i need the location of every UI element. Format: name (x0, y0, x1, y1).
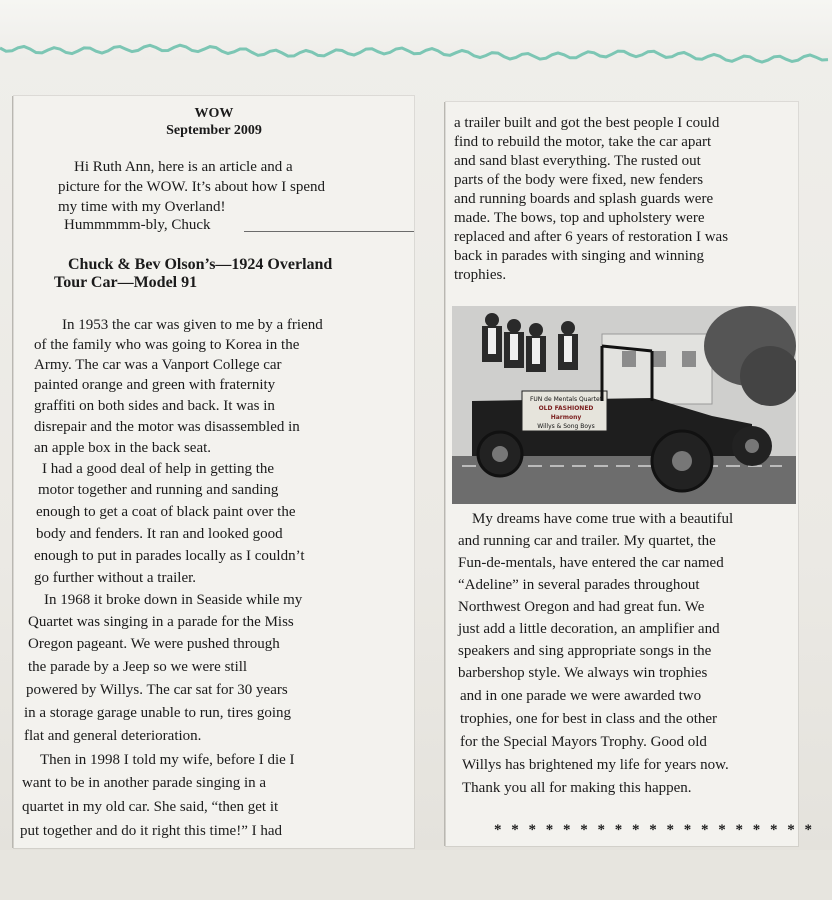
body-line: motor together and running and sanding (38, 482, 279, 498)
newsletter-title: WOW (194, 106, 234, 121)
body-line: and running boards and splash guards were (454, 191, 714, 207)
signature-line: Hummmmm-bly, Chuck (64, 217, 211, 233)
body-line: for the Special Mayors Trophy. Good old (460, 734, 707, 750)
body-line: Quartet was singing in a parade for the Miss (28, 614, 294, 630)
page-bottom-band (0, 850, 832, 900)
body-line: put together and do it right this time!” I had (20, 823, 283, 839)
photo-sign-text: FUN de Mentals Quartet (529, 396, 603, 403)
body-line: enough to get a coat of black paint over the (36, 504, 296, 520)
end-of-article-stars: * * * * * * * * * * * * * * * * * * * (494, 822, 815, 838)
body-line: In 1968 it broke down in Seaside while my (44, 592, 303, 608)
body-line: graffiti on both sides and back. It was in (34, 398, 275, 414)
intro-line: picture for the WOW. It’s about how I spend (58, 179, 326, 195)
left-column (14, 96, 414, 848)
newsletter-date: September 2009 (166, 123, 262, 138)
body-line: back in parades with singing and winning (454, 248, 704, 264)
body-line: parts of the body were fixed, new fenders (454, 172, 704, 188)
body-line: Army. The car was a Vanport College car (34, 357, 282, 373)
body-line: disrepair and the motor was disassembled in (34, 419, 300, 435)
body-line: just add a little decoration, an amplifier and (458, 621, 720, 637)
body-line: a trailer built and got the best people I could (454, 115, 720, 131)
body-line: trophies. (454, 267, 507, 283)
body-line: want to be in another parade singing in a (22, 775, 267, 791)
body-line: Oregon pageant. We were pushed through (28, 636, 280, 652)
body-line: painted orange and green with fraternity (34, 377, 276, 393)
body-line: speakers and sing appropriate songs in the (458, 643, 712, 659)
body-line: of the family who was going to Korea in the (34, 337, 300, 353)
body-line: in a storage garage unable to run, tires going (24, 705, 291, 721)
body-line: Willys has brightened my life for years now. (462, 757, 729, 773)
body-line: replaced and after 6 years of restoration I was (454, 229, 729, 245)
decorative-wave-border (0, 34, 832, 74)
body-line: “Adeline” in several parades throughout (458, 577, 700, 593)
article-title: Tour Car—Model 91 (54, 274, 198, 291)
body-line: I had a good deal of help in getting the (42, 461, 275, 477)
body-line: In 1953 the car was given to me by a friend (62, 317, 323, 333)
body-line: Then in 1998 I told my wife, before I die I (40, 752, 295, 768)
body-line: Fun-de-mentals, have entered the car named (458, 555, 724, 571)
body-line: quartet in my old car. She said, “then get it (22, 799, 279, 815)
photo-sign-text: OLD FASHIONED Harmony (538, 405, 594, 421)
body-line: find to rebuild the motor, take the car apart (454, 134, 712, 150)
intro-line: Hi Ruth Ann, here is an article and a (74, 159, 293, 175)
body-line: go further without a trailer. (34, 570, 197, 586)
photo-sign-text: Willys & Song Boys (537, 423, 595, 430)
body-line: the parade by a Jeep so we were still (28, 659, 248, 675)
overland-car-photo (452, 306, 796, 504)
body-line: powered by Willys. The car sat for 30 years (26, 682, 288, 698)
car-illustration (452, 306, 796, 504)
body-line: and in one parade we were awarded two (460, 688, 702, 704)
divider (244, 231, 414, 232)
body-line: Northwest Oregon and had great fun. We (458, 599, 705, 615)
intro-line: my time with my Overland! (58, 199, 226, 215)
body-line: Thank you all for making this happen. (462, 780, 692, 796)
body-line: flat and general deterioration. (24, 728, 202, 744)
body-line: enough to put in parades locally as I couldn’t (34, 548, 305, 564)
body-line: and sand blast everything. The rusted out (454, 153, 701, 169)
body-line: trophies, one for best in class and the other (460, 711, 718, 727)
article-title: Chuck & Bev Olson’s—1924 Overland (68, 256, 333, 273)
body-line: barbershop style. We always win trophies (458, 665, 708, 681)
body-line: body and fenders. It ran and looked good (36, 526, 283, 542)
body-line: an apple box in the back seat. (34, 440, 212, 456)
body-line: and running car and trailer. My quartet, the (458, 533, 716, 549)
body-line: made. The bows, top and upholstery were (454, 210, 705, 226)
body-line: My dreams have come true with a beautiful (472, 511, 734, 527)
